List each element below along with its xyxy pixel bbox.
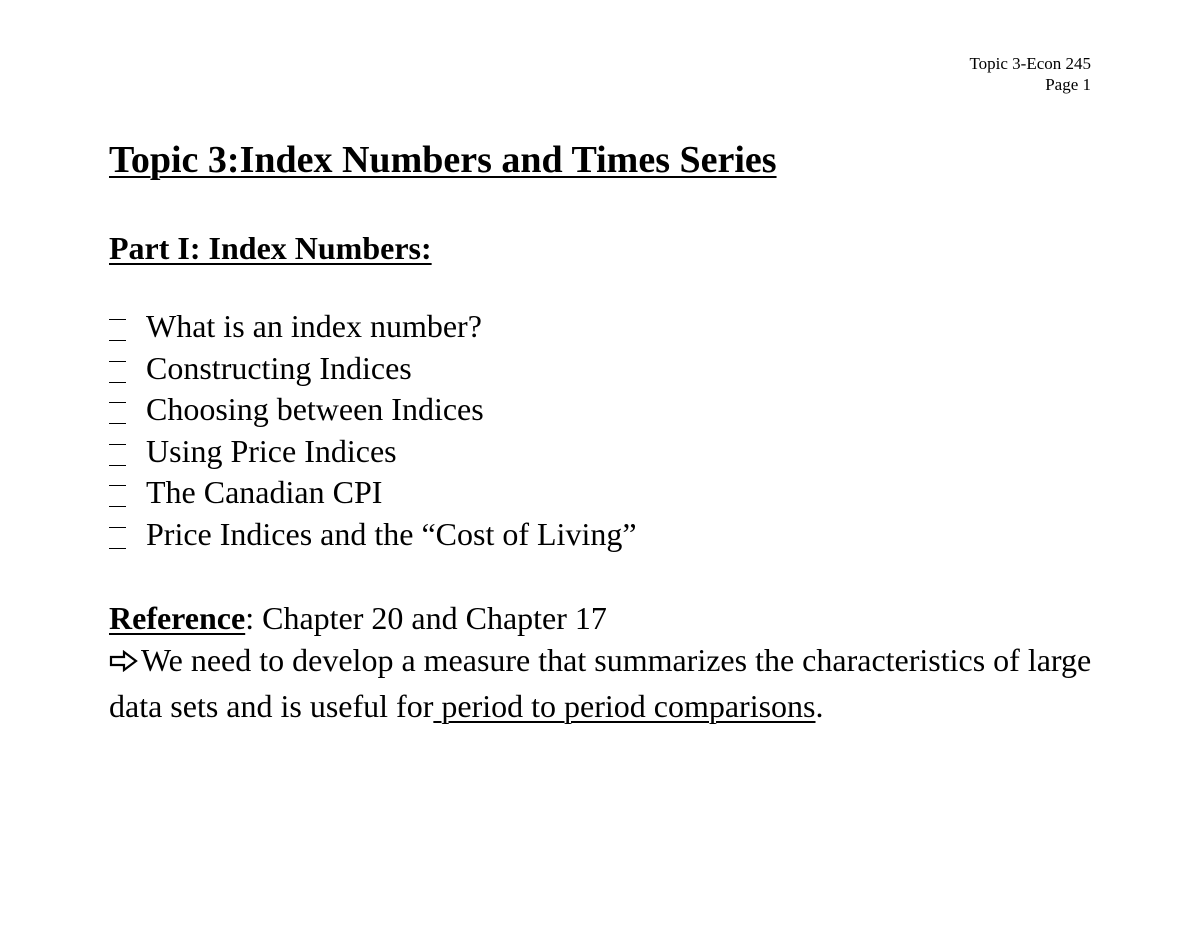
list-item [109, 348, 637, 390]
reference-paragraph [109, 597, 1099, 727]
page-title: Topic 3:Index Numbers and Times Series [109, 139, 777, 181]
box-bullet-icon [109, 402, 126, 424]
header-course: Topic 3-Econ 245 [969, 54, 1091, 73]
reference-chapters: : Chapter 20 and Chapter 17 [245, 600, 607, 636]
list-item-label: What is an index number? [146, 308, 482, 344]
list-item [109, 472, 637, 514]
list-item [109, 431, 637, 473]
list-item-label: Choosing between Indices [146, 391, 484, 428]
underlined-phrase: period to period comparisons [433, 687, 816, 724]
header-page-number: Page 1 [1045, 75, 1091, 94]
reference-end-text: . [815, 687, 824, 724]
list-item [109, 389, 637, 431]
list-item-label: Price Indices and the “Cost of Living” [146, 515, 637, 552]
list-item-label: Using Price Indices [146, 432, 397, 469]
box-bullet-icon [109, 527, 126, 549]
page-header [969, 53, 1091, 95]
reference-body-text: We need to develop a measure that summarizes the characteristics of large data sets and is useful for [109, 642, 1092, 724]
list-item-label: The Canadian CPI [146, 474, 383, 511]
box-bullet-icon [109, 444, 126, 466]
box-bullet-icon [109, 361, 126, 383]
hollow-right-arrow-icon [109, 640, 139, 682]
reference-label: Reference [109, 600, 246, 636]
list-item [109, 514, 637, 556]
box-bullet-icon [109, 319, 126, 341]
topic-list [109, 306, 637, 556]
box-bullet-icon [109, 485, 126, 507]
part-heading: Part I: Index Numbers: [109, 230, 432, 266]
list-item-label: Constructing Indices [146, 349, 412, 386]
list-item [109, 306, 637, 348]
